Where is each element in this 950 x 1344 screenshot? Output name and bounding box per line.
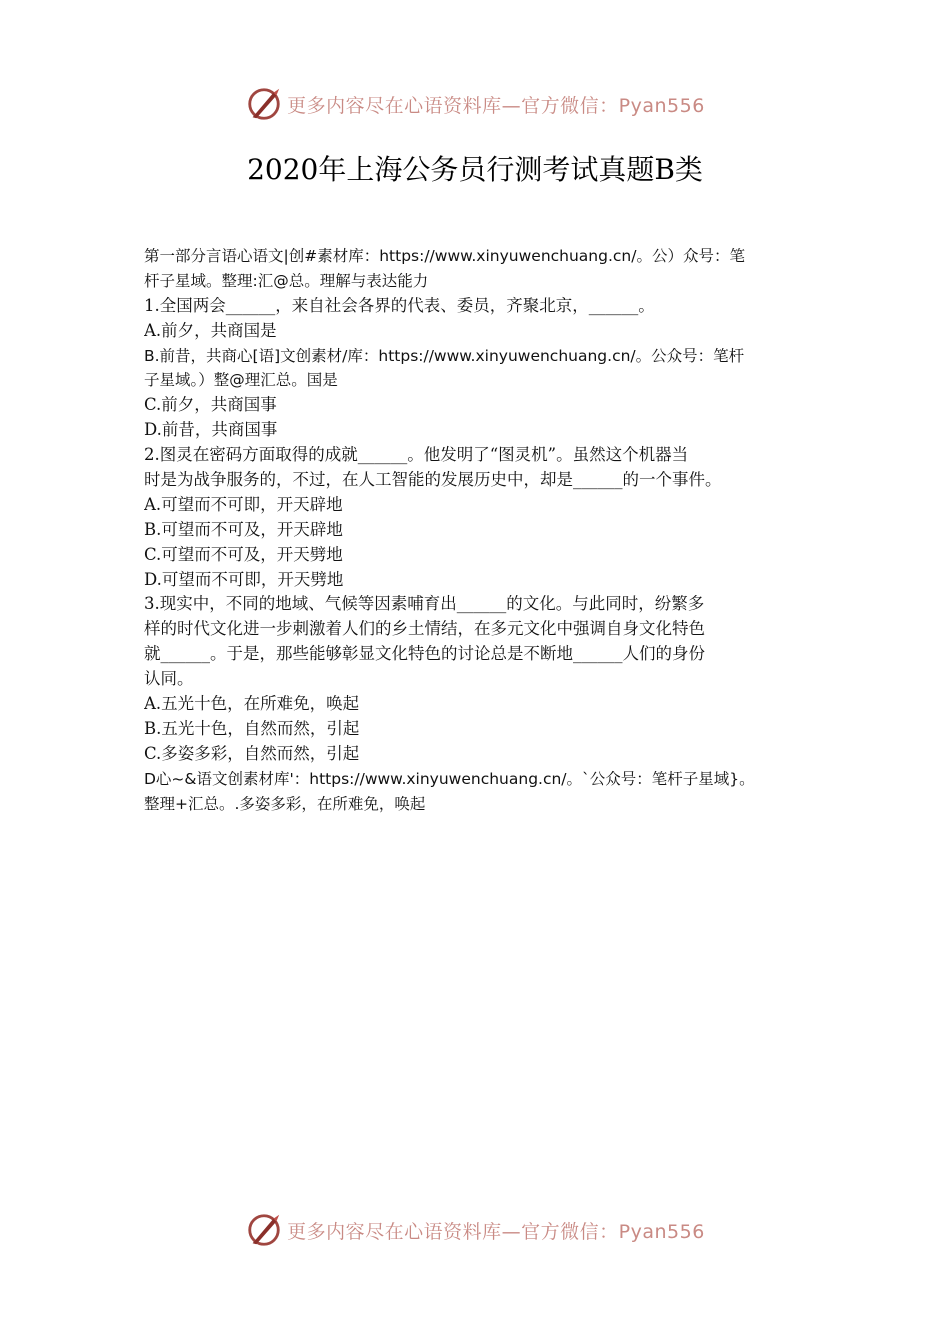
text-line: C.多姿多彩，自然而然，引起	[144, 743, 360, 763]
text-line: A.可望而不可即，开天辟地	[144, 494, 343, 514]
text-line: 时是为战争服务的，不过，在人工智能的发展历史中，却是______的一个事件。	[144, 470, 722, 490]
text-line: 认同。	[144, 669, 194, 689]
document-body	[144, 244, 810, 816]
text-line: 样的时代文化进一步刺激着人们的乡土情结，在多元文化中强调自身文化特色	[144, 619, 705, 639]
text-line: 3.现实中，不同的地域、气候等因素哺育出______的文化。与此同时，纷繁多	[144, 594, 705, 614]
text-line: C.前夕，共商国事	[144, 395, 277, 415]
text-line: B.前昔，共商心[语]文创素材/库：https://www.xinyuwenchuang.cn/。公众号：笔杆	[144, 346, 745, 365]
text-line: 1.全国两会______，来自社会各界的代表、委员，齐聚北京，______。	[144, 295, 655, 315]
text-line: 子星域。）整@理汇总。国是	[144, 371, 338, 390]
watermark-text: 更多内容尽在心语资料库—官方微信：Pyan556	[287, 1220, 705, 1243]
text-line: B.可望而不可及，开天辟地	[144, 519, 343, 539]
text-line: B.五光十色，自然而然，引起	[144, 718, 360, 738]
text-line: 2.图灵在密码方面取得的成就______。他发明了“图灵机”。虽然这个机器当	[144, 445, 689, 465]
top-watermark-banner	[0, 82, 950, 126]
quill-pen-logo-icon	[245, 1211, 283, 1249]
text-line: D心~&语文创素材库'：https://www.xinyuwenchuang.cn/。`公众号：笔杆子星域}。	[144, 769, 755, 788]
watermark-text: 更多内容尽在心语资料库—官方微信：Pyan556	[287, 94, 705, 117]
text-line: 杆子星域。整理:汇@总。理解与表达能力	[144, 271, 429, 290]
bottom-watermark-banner	[0, 1208, 950, 1252]
text-line: A.五光十色，在所难免，唤起	[144, 694, 360, 714]
text-line: 就______。于是，那些能够彰显文化特色的讨论总是不断地______人们的身份	[144, 644, 705, 664]
text-line: 整理+汇总。.多姿多彩，在所难免，唤起	[144, 794, 426, 813]
text-line: A.前夕，共商国是	[144, 320, 277, 340]
text-line: 第一部分言语心语文|创#素材库：https://www.xinyuwenchuang.cn/。公）众号：笔	[144, 247, 745, 265]
text-line: C.可望而不可及，开天劈地	[144, 544, 343, 564]
document-title: 2020年上海公务员行测考试真题B类	[247, 153, 703, 186]
text-line: D.可望而不可即，开天劈地	[144, 569, 344, 589]
quill-pen-logo-icon	[245, 85, 283, 123]
text-line: D.前昔，共商国事	[144, 420, 278, 440]
